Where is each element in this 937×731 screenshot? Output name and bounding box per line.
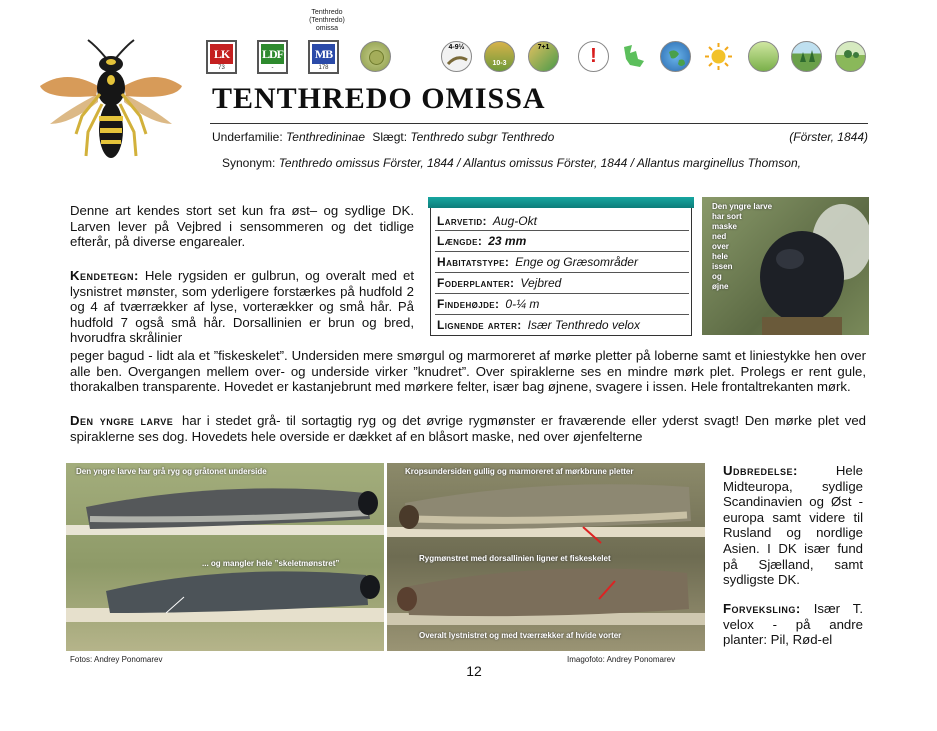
caption-fishbone: Rygmønstret med dorsallinien ligner et fiskeskelet xyxy=(419,554,611,563)
kendetegn-paragraph xyxy=(70,268,414,346)
young-larva-text: har i stedet grå- til sortagtig ryg og det øvrige rygmønster er fraværende eller yderst svagt! Den mørke plet ved spiraklerne ses dog. Hovedets hele overside er dækket af en blåsort maske, ned over øjenfelterne xyxy=(70,413,866,444)
kendetegn-continued: peger bagud - lidt ala et ”fiskeskelet”. Undersiden mere smørgul og marmoreret af mørke pletter på loberne samt et liniestykke hen over alle ben. Overgangen mellem over- og underside virker ”knudret”. Over spiraklerne ses en mindre mørk plet. Prolegs er rent gule, thorakalben transparente. Hovedet er kastanjebrunt med mørkere felter, især bag øjnene, svagere i issen. Hele frontaltrekanten mørk. xyxy=(70,348,866,395)
page-number: 12 xyxy=(466,663,482,679)
larva-head-photo xyxy=(702,197,869,335)
info-value: 23 mm xyxy=(488,234,527,248)
species-info-box xyxy=(428,197,694,337)
info-separator xyxy=(435,293,689,294)
synonym-label: Synonym: xyxy=(222,156,276,170)
genus-label-line: omissa xyxy=(315,25,339,32)
photo-credit-right: Imagofoto: Andrey Ponomarev xyxy=(567,655,676,664)
info-value: Enge og Græsområder xyxy=(515,255,638,269)
denmark-map-icon xyxy=(618,41,649,72)
info-key: Længde: xyxy=(437,234,483,248)
caption-line: maske xyxy=(712,222,737,231)
info-value: Især Tenthredo velox xyxy=(527,318,640,332)
info-row-larvetid xyxy=(437,214,687,228)
badge-ldf xyxy=(257,40,288,74)
meadow-habitat-icon xyxy=(748,41,779,72)
info-separator xyxy=(435,230,689,231)
udbredelse-heading: Udbredelse: xyxy=(723,463,798,478)
kendetegn-text: Hele rygsiden er gulbrun, og overalt med et lysnistret mønster, som yderligere forstærkes på hudfold 2 og 4 af tværrækker af lyse, vorterækker og små hår. På hudfold 7 også små hår. Dorsallinien er brun og bred, hvorudfra skrålinier xyxy=(70,268,414,346)
info-key: Larvetid: xyxy=(437,214,487,228)
udbredelse-paragraph xyxy=(723,463,863,588)
info-row-lignende xyxy=(437,318,687,332)
forest-habitat-icon xyxy=(791,41,822,72)
wasp-illustration xyxy=(36,38,186,168)
info-row-findehoejde xyxy=(437,297,687,311)
badge-lk xyxy=(206,40,237,74)
flight-period-label: 7+1 xyxy=(537,44,550,51)
plant-icon xyxy=(360,41,391,72)
species-title: TENTHREDO OMISSA xyxy=(212,82,546,115)
caption-line: har sort xyxy=(712,212,742,221)
info-key: Foderplanter: xyxy=(437,276,515,290)
larva-size-label: 4-9½ xyxy=(448,44,465,51)
kendetegn-heading: Kendetegn: xyxy=(70,268,139,283)
intro-paragraph: Denne art kendes stort set kun fra øst– og sydlige DK. Larven lever på Vejbred i sensommeren og det tidlige efterår, på diverse engarealer. xyxy=(70,203,414,250)
season-icon xyxy=(484,41,515,72)
badge-ldf-number: - xyxy=(271,65,274,71)
caption-line: Den yngre larve xyxy=(712,202,773,211)
synonym-line xyxy=(222,156,867,170)
info-key: Lignende arter: xyxy=(437,318,522,332)
info-box-frame xyxy=(430,208,692,336)
larva-size-icon xyxy=(441,41,472,72)
info-key: Findehøjde: xyxy=(437,297,500,311)
grassland-habitat-icon xyxy=(835,41,866,72)
badge-ldf-code: LDF xyxy=(261,44,284,64)
head-photo-caption xyxy=(712,202,772,292)
genus-subgenus-label xyxy=(298,9,356,33)
info-separator xyxy=(435,251,689,252)
caption-line: over xyxy=(712,242,729,251)
forveksling-heading: Forveksling: xyxy=(723,601,801,616)
title-divider xyxy=(210,123,868,124)
info-separator xyxy=(435,314,689,315)
caption-young-grey: Den yngre larve har grå ryg og gråtonet underside xyxy=(76,467,267,476)
warning-icon xyxy=(578,41,609,72)
forveksling-paragraph xyxy=(723,601,863,648)
info-value: 0-¼ m xyxy=(505,297,540,311)
caption-line: øjne xyxy=(712,282,729,291)
badge-mb-code: MB xyxy=(312,44,335,64)
caption-underside: Kropsundersiden gullig og marmoreret af mørkbrune pletter xyxy=(405,467,634,476)
photo-credit-left: Fotos: Andrey Ponomarev xyxy=(70,655,163,664)
sun-icon xyxy=(703,41,734,72)
caption-line: ned xyxy=(712,232,727,241)
caption-no-skeleton: ... og mangler hele ”skeletmønstret” xyxy=(202,559,340,568)
season-label: 10-3 xyxy=(492,60,507,67)
subfamily-value: Tenthredininae xyxy=(286,130,366,144)
caption-line: issen xyxy=(712,262,733,271)
info-row-habitat xyxy=(437,255,687,269)
info-value: Vejbred xyxy=(520,276,562,290)
young-larva-photo xyxy=(66,463,384,651)
flight-period-icon xyxy=(528,41,559,72)
taxonomy-line xyxy=(212,130,868,144)
genus-label-line: (Tenthredo) xyxy=(309,17,345,24)
caption-line: hele xyxy=(712,252,729,261)
badge-lk-number: 73 xyxy=(218,65,225,71)
synonym-list: Tenthredo omissus Förster, 1844 / Allantus omissus Förster, 1844 / Allantus marginellus Thomson, xyxy=(278,156,801,170)
genus-label: Slægt: xyxy=(372,130,408,144)
older-larva-photo xyxy=(387,463,705,651)
forveksling-text: Især T. velox - på andre planter: Pil, Rød-el xyxy=(723,601,863,648)
badge-lk-code: LK xyxy=(210,44,233,64)
caption-line: og xyxy=(712,272,722,281)
genus-value: Tenthredo subgr Tenthredo xyxy=(410,130,555,144)
info-separator xyxy=(435,272,689,273)
subfamily-label: Underfamilie: xyxy=(212,130,283,144)
info-key: Habitatstype: xyxy=(437,255,510,269)
badge-mb xyxy=(308,40,339,74)
badge-mb-number: 178 xyxy=(318,65,329,71)
author-citation: (Förster, 1844) xyxy=(789,130,868,144)
genus-label-line: Tenthredo xyxy=(311,9,343,16)
info-row-laengde xyxy=(437,234,687,248)
udbredelse-text: Hele Midteuropa, sydlige Scandinavien og Øst -europa samt videre til Rusland og nordlige Asien. I DK især fund på Sjælland, samt sydligste DK. xyxy=(723,463,863,588)
info-row-foderplanter xyxy=(437,276,687,290)
warning-label: ! xyxy=(590,45,597,67)
globe-icon xyxy=(660,41,691,72)
young-larva-paragraph xyxy=(70,413,866,444)
info-value: Aug-Okt xyxy=(492,214,537,228)
young-larva-heading: Den yngre larve xyxy=(70,413,174,428)
caption-warts: Overalt lystnistret og med tværrækker af hvide vorter xyxy=(419,631,622,640)
